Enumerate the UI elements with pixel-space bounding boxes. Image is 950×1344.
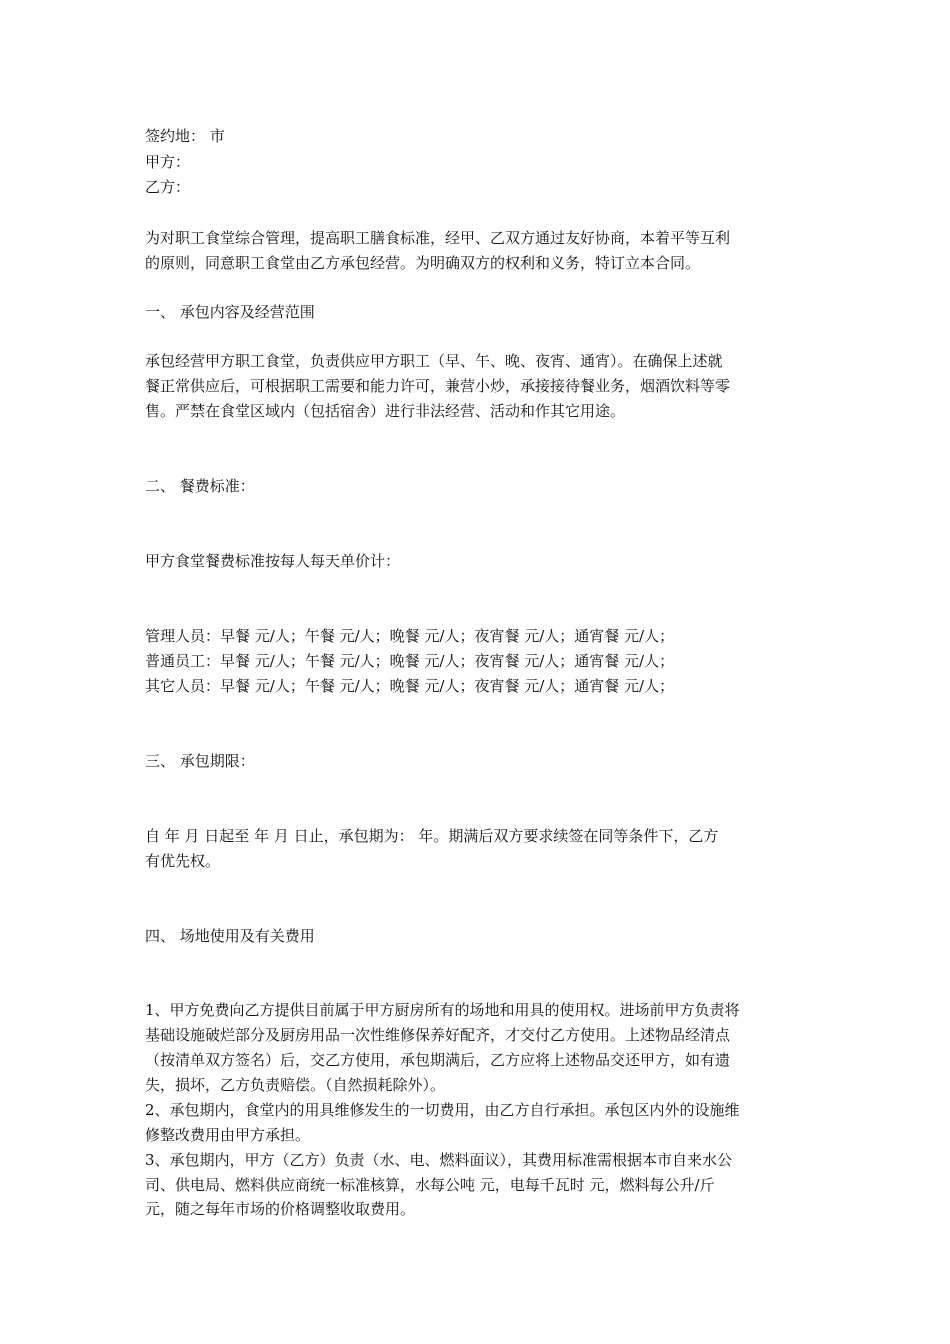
section-heading: 一、 承包内容及经营范围	[145, 303, 315, 321]
paragraph-line: 甲方食堂餐费标准按每人每天单价计：	[145, 552, 401, 570]
section-heading: 四、 场地使用及有关费用	[145, 927, 315, 945]
paragraph-line: 售。严禁在食堂区域内（包括宿舍）进行非法经营、活动和作其它用途。	[145, 402, 626, 420]
paragraph-line: 自 年 月 日起至 年 月 日止，承包期为： 年。期满后双方要求续签在同等条件下，乙方	[145, 827, 719, 845]
party-b-line: 乙方：	[145, 178, 191, 196]
paragraph-line: 1、甲方免费向乙方提供目前属于甲方厨房所有的场地和用具的使用权。进场前甲方负责将	[145, 1001, 740, 1019]
section-heading: 三、 承包期限：	[145, 752, 255, 770]
meal-fee-row: 普通员工：早餐 元/人；午餐 元/人；晚餐 元/人；夜宵餐 元/人；通宵餐 元/人；	[145, 652, 675, 670]
paragraph-line: 元，随之每年市场的价格调整收取费用。	[145, 1200, 416, 1218]
meal-fee-row: 其它人员：早餐 元/人；午餐 元/人；晚餐 元/人；夜宵餐 元/人；通宵餐 元/人；	[145, 677, 675, 695]
meal-fee-row: 管理人员：早餐 元/人；午餐 元/人；晚餐 元/人；夜宵餐 元/人；通宵餐 元/人；	[145, 627, 675, 645]
party-a-line: 甲方：	[145, 153, 191, 171]
paragraph-line: 3、承包期内，甲方（乙方）负责（水、电、燃料面议），其费用标准需根据本市自来水公	[145, 1151, 733, 1169]
paragraph-line: 基础设施破烂部分及厨房用品一次性维修保养好配齐，才交付乙方使用。上述物品经清点	[145, 1026, 731, 1044]
section-heading: 二、 餐费标准：	[145, 477, 255, 495]
paragraph-line: 2、承包期内，食堂内的用具维修发生的一切费用，由乙方自行承担。承包区内外的设施维	[145, 1101, 740, 1119]
paragraph-line: 失，损坏，乙方负责赔偿。（自然损耗除外）。	[145, 1076, 446, 1094]
intro-line: 为对职工食堂综合管理，提高职工膳食标准，经甲、乙双方通过友好协商，本着平等互利	[145, 229, 731, 247]
paragraph-line: 司、供电局、燃料供应商统一标准核算，水每公吨 元，电每千瓦时 元，燃料每公升/斤	[145, 1176, 715, 1194]
paragraph-line: 餐正常供应后，可根据职工需要和能力许可，兼营小炒，承接接待餐业务，烟酒饮料等零	[145, 377, 731, 395]
intro-line: 的原则，同意职工食堂由乙方承包经营。为明确双方的权利和义务，特订立本合同。	[145, 254, 701, 272]
paragraph-line: （按清单双方签名）后，交乙方使用，承包期满后，乙方应将上述物品交还甲方，如有遗	[145, 1051, 731, 1069]
paragraph-line: 修整改费用由甲方承担。	[145, 1126, 311, 1144]
paragraph-line: 有优先权。	[145, 852, 221, 870]
sign-place-line: 签约地： 市	[145, 127, 225, 145]
paragraph-line: 承包经营甲方职工食堂，负责供应甲方职工（早、午、晚、夜宵、通宵）。在确保上述就	[145, 352, 723, 370]
